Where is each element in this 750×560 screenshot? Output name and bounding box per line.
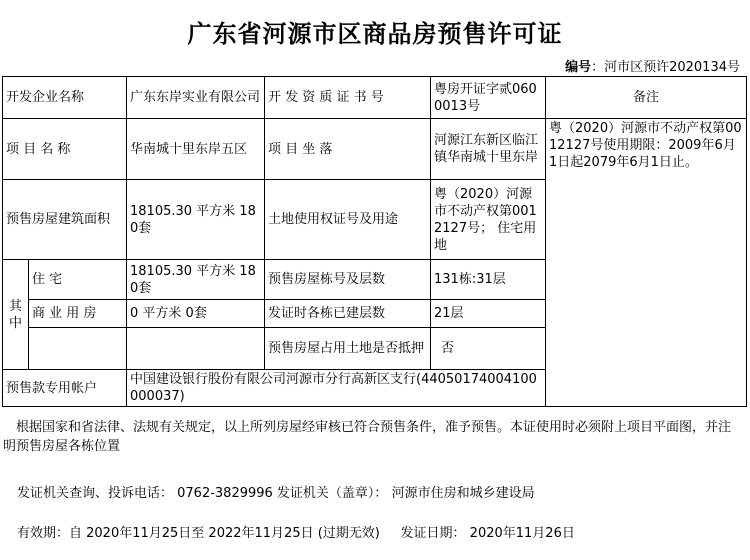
qualification-value: 粤房开证字贰0600013号 [431,77,546,119]
developer-label: 开发企业名称 [3,77,127,119]
residential-label: 住 宅 [29,260,127,300]
qualification-label: 开 发 资 质 证 书 号 [265,77,431,119]
remarks-value: 粤（2020）河源市不动产权第0012127号使用期限：2009年6月1日起2079年6月1日止。 [546,119,747,407]
built-floors-label: 发证时各栋已建层数 [265,300,431,328]
document-number-value: ：河市区预许2020134号 [591,60,740,75]
page-title: 广东省河源市区商品房预售许可证 [187,20,563,48]
table-row [3,77,747,119]
buildings-label: 预售房屋栋号及层数 [265,260,431,300]
commercial-label: 商 业 用 房 [29,300,127,328]
built-floors-value: 21层 [431,300,546,328]
mortgage-value: 否 [431,328,546,370]
among-label: 其中 [3,260,29,370]
land-cert-label: 土地使用权证号及用途 [265,180,431,260]
document-number-label: 编号 [565,60,592,75]
permit-table [2,76,747,407]
residential-value: 18105.30 平方米 180套 [127,260,265,300]
area-value: 18105.30 平方米 180套 [127,180,265,260]
area-label: 预售房屋建筑面积 [3,180,127,260]
account-value: 中国建设银行股份有限公司河源市分行高新区支行(44050174004100000037) [127,370,546,407]
document-number [565,56,740,75]
land-cert-value: 粤（2020）河源市不动产权第0012127号； 住宅用地 [431,180,546,260]
mortgage-label: 预售房屋占用土地是否抵押 [265,328,431,370]
project-label: 项 目 名 称 [3,119,127,180]
statement-text: 根据国家和省法律、法规有关规定，以上所列房屋经审核已符合预售条件，准予预售。本证使用时必须附上项目平面图，并注明预售房屋各栋位置 [3,420,732,454]
empty-cell [127,328,265,370]
remarks-label: 备注 [546,77,747,119]
location-label: 项 目 坐 落 [265,119,431,180]
table-row [3,119,747,180]
location-value: 河源江东新区临江镇华南城十里东岸 [431,119,546,180]
account-label: 预售款专用帐户 [3,370,127,407]
phone-line: 发证机关查询、投诉电话： 0762-3829996 发证机关（盖章）： 河源市住房和城乡建设局 [17,486,535,501]
validity-line: 有效期：自 2020年11月25日至 2022年11月25日 (过期无效) 发证日期： 2020年11月26日 [17,526,575,541]
commercial-value: 0 平方米 0套 [127,300,265,328]
project-value: 华南城十里东岸五区 [127,119,265,180]
developer-value: 广东东岸实业有限公司 [127,77,265,119]
empty-cell [29,328,127,370]
buildings-value: 131栋:31层 [431,260,546,300]
